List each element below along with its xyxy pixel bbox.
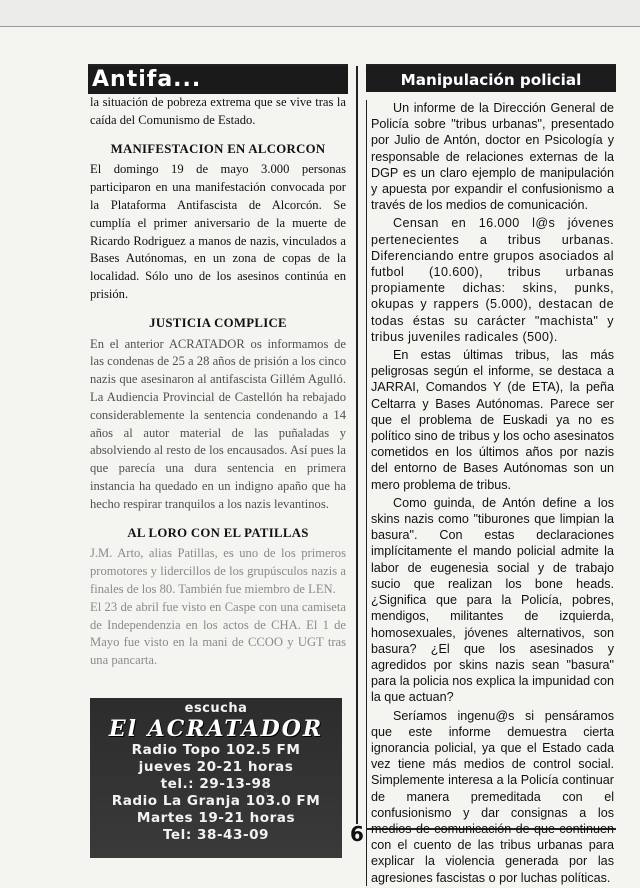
ad-line: Tel: 38-43-09 (162, 827, 270, 843)
paragraph: Seríamos ingenu@s si pensáramos que este informe demuestra cierta ignorancia policial, ya que el Estado cada vez tiene más medios de control social. Simplemente interesa a la Policía continuar de manera premeditada con el confusionismo y dar consignas a los medios de comunicación de que continuen con el cuento de las tribus urbanas para explicar la violencia generada por las agresiones fascistas o por luchas políticas. (371, 708, 614, 885)
paragraph: Como guinda, de Antón define a los skins nazis como "tiburones que limpian la basura". Con estas declaraciones implícitamente el mando policial admite la labor de eugenesia social y de trabajo sucio que realizan los bone heads. ¿Significa que para la Policía, pobres, mendigos, militantes de izquierda, homosexuales, jóvenes alternativos, son basura? ¿El que los asesinados y agredidos por skins nazis sean "basura" para la policia nos explica la impunidad con la que actuan? (371, 495, 614, 705)
ad-line: tel.: 29-13-98 (160, 776, 272, 792)
radio-ad-box (90, 698, 342, 858)
ad-line: Radio La Granja 103.0 FM (111, 793, 321, 809)
section-title-patillas: AL LORO CON EL PATILLAS (127, 525, 309, 540)
section-body-alcorcon: El domingo 19 de mayo 3.000 personas participaron en una manifestación convocada por la Plataforma Antifascista de Alcorcón. Se cumplía el primer aniversario de la muerte de Ricardo Rodriguez a manos de nazis, vinculados a Bases Autónomas, en un zona de copas de la localidad. Sólo uno de los asesinos continúa en prisión. (90, 162, 346, 301)
ad-line: Radio Topo 102.5 FM (131, 742, 301, 758)
manipulacion-header: Manipulación policial (366, 66, 616, 92)
left-column (88, 66, 348, 670)
paragraph: Censan en 16.000 l@s jóvenes pertenecientes a tribus urbanas. Diferenciando entre grupos asociados al futbol (10.600), tribus urbanas propiamente dichas: skins, punks, okupas y rappers (5.000), destacan de todas éstas su carácter "machista" y tribus juveniles radicales (500). (371, 216, 614, 344)
scan-edge-line (0, 26, 640, 27)
antifa-header: Antifa... (88, 66, 348, 94)
ad-line: jueves 20-21 horas (138, 759, 294, 775)
column-divider (356, 66, 358, 824)
page-number: 6 (350, 822, 364, 846)
ad-escucha: escucha (184, 701, 248, 716)
intro-paragraph: la situación de pobreza extrema que se vive tras la caída del Comunismo de Estado. (90, 95, 346, 127)
ad-line: Martes 19-21 horas (136, 810, 296, 826)
left-article (88, 94, 348, 670)
right-article (366, 100, 616, 886)
paragraph: Un informe de la Dirección General de Policía sobre "tribus urbanas", presentado por Julio de Antón, doctor en Psicología y responsable de relaciones externas de la DGP es un claro ejemplo de manipulación y apuesta por expandir el confusionismo a través de los medios de comunicación. (371, 101, 614, 213)
paragraph: En estas últimas tribus, las más peligrosas según el informe, se destaca a JARRAI, Comandos Y (de ETA), la peña Celtarra y Bases Autónomas. Parece ser que el problema de Euskadi ya no es político sino de tribus y los ocho asesinatos cometidos en los últimos años por nazis del entorno de Bases Autónomas son un mero problema de tribus. (371, 348, 614, 492)
ad-brand: El ACRATADOR (108, 716, 324, 742)
section-title-justicia: JUSTICIA COMPLICE (149, 315, 287, 330)
scan-top-edge (0, 0, 640, 26)
section-title-alcorcon: MANIFESTACION EN ALCORCON (110, 141, 326, 156)
section-body-patillas-2: El 23 de abril fue visto en Caspe con una camiseta de Independenzia en los actos de CHA. El 1 de Mayo fue visto en la mani de CCOO y UGT tras una pancarta. (90, 599, 346, 668)
section-body-patillas: J.M. Arto, alias Patillas, es uno de los primeros promotores y lidercillos de los grupúsculos nazis a finales de los 80. También fue miembro de LEN. (90, 546, 346, 596)
right-column (366, 66, 616, 888)
section-body-justicia: En el anterior ACRATADOR os informamos de las condenas de 25 a 28 años de prisión a los cinco nazis que asesinaron al antifascista Gillém Agulló. La Audiencia Provincial de Castellón ha rebajado considerablemente la sentencia condenando a 14 años al autor material de las puñaladas y absolviendo al resto de los encausados. Así pues la que parecía una dura sentencia en primera instancia ha quedado en un indigno apaño que ha hecho respirar tranquilos a los nazis levantinos. (90, 336, 346, 511)
